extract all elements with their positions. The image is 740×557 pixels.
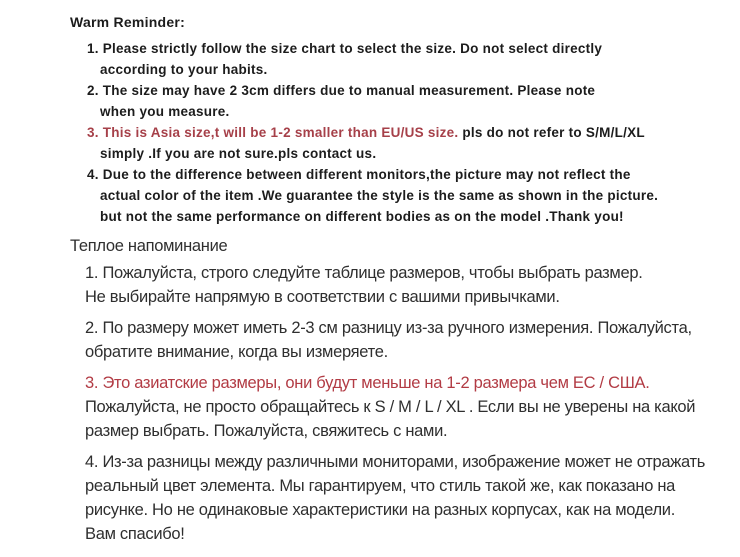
text-segment: обратите внимание, когда вы измеряете. [85,343,388,361]
text-line [85,316,730,340]
text-segment: 4. Due to the difference between different monitors,the picture may not reflect the [87,167,631,182]
text-line [100,101,710,122]
text-segment: 2. По размеру может иметь 2-3 см разницу из-за ручного измерения. Пожалуйста, [85,319,692,337]
text-line [85,498,730,522]
text-segment: Пожалуйста, не просто обращайтесь к S / M / L / XL . Если вы не уверены на какой [85,398,696,416]
highlighted-text: 3. This is Asia size,t will be 1-2 smaller than EU/US size. [87,125,459,140]
text-line [85,522,730,546]
text-line [100,206,710,227]
text-line [85,371,730,395]
english-lines [70,38,710,227]
highlighted-text: 3. Это азиатские размеры, они будут меньше на 1-2 размера чем ЕС / США. [85,374,650,392]
text-segment: but not the same performance on different bodies as on the model .Thank you! [100,209,624,224]
russian-section [70,234,730,553]
text-line [85,395,730,419]
text-line [87,122,710,143]
text-segment: реальный цвет элемента. Мы гарантируем, что стиль такой же, как показано на [85,477,676,495]
russian-paragraph [70,316,730,364]
russian-paragraph [70,261,730,309]
russian-heading: Теплое напоминание [70,237,228,255]
text-segment: рисунке. Но не одинаковые характеристики на разных корпусах, как на модели. [85,501,675,519]
english-heading: Warm Reminder: [70,14,186,30]
text-segment: pls do not refer to S/M/L/XL [458,125,645,140]
text-line [100,143,710,164]
text-line [85,261,730,285]
text-segment: Вам спасибо! [85,525,185,543]
russian-paragraph [70,371,730,443]
text-segment: размер выбрать. Пожалуйста, свяжитесь с нами. [85,422,448,440]
text-segment: 4. Из-за разницы между различными мониторами, изображение может не отражать [85,453,706,471]
russian-paragraph [70,450,730,546]
text-segment: when you measure. [100,104,230,119]
text-line [87,164,710,185]
text-segment: 2. The size may have 2 3cm differs due to manual measurement. Please note [87,83,596,98]
text-segment: 1. Please strictly follow the size chart to select the size. Do not select directly [87,41,603,56]
text-line [85,474,730,498]
english-section [70,12,710,227]
text-line [100,185,710,206]
text-line [85,285,730,309]
text-line [85,340,730,364]
text-segment: actual color of the item .We guarantee the style is the same as shown in the picture. [100,188,659,203]
text-line [100,59,710,80]
text-segment: simply .If you are not sure.pls contact us. [100,146,377,161]
text-segment: according to your habits. [100,62,268,77]
russian-paragraphs [70,261,730,546]
text-segment: Не выбирайте напрямую в соответствии с вашими привычками. [85,288,560,306]
text-segment: 1. Пожалуйста, строго следуйте таблице размеров, чтобы выбрать размер. [85,264,643,282]
text-line [85,450,730,474]
text-line [87,38,710,59]
text-line [87,80,710,101]
text-line [85,419,730,443]
